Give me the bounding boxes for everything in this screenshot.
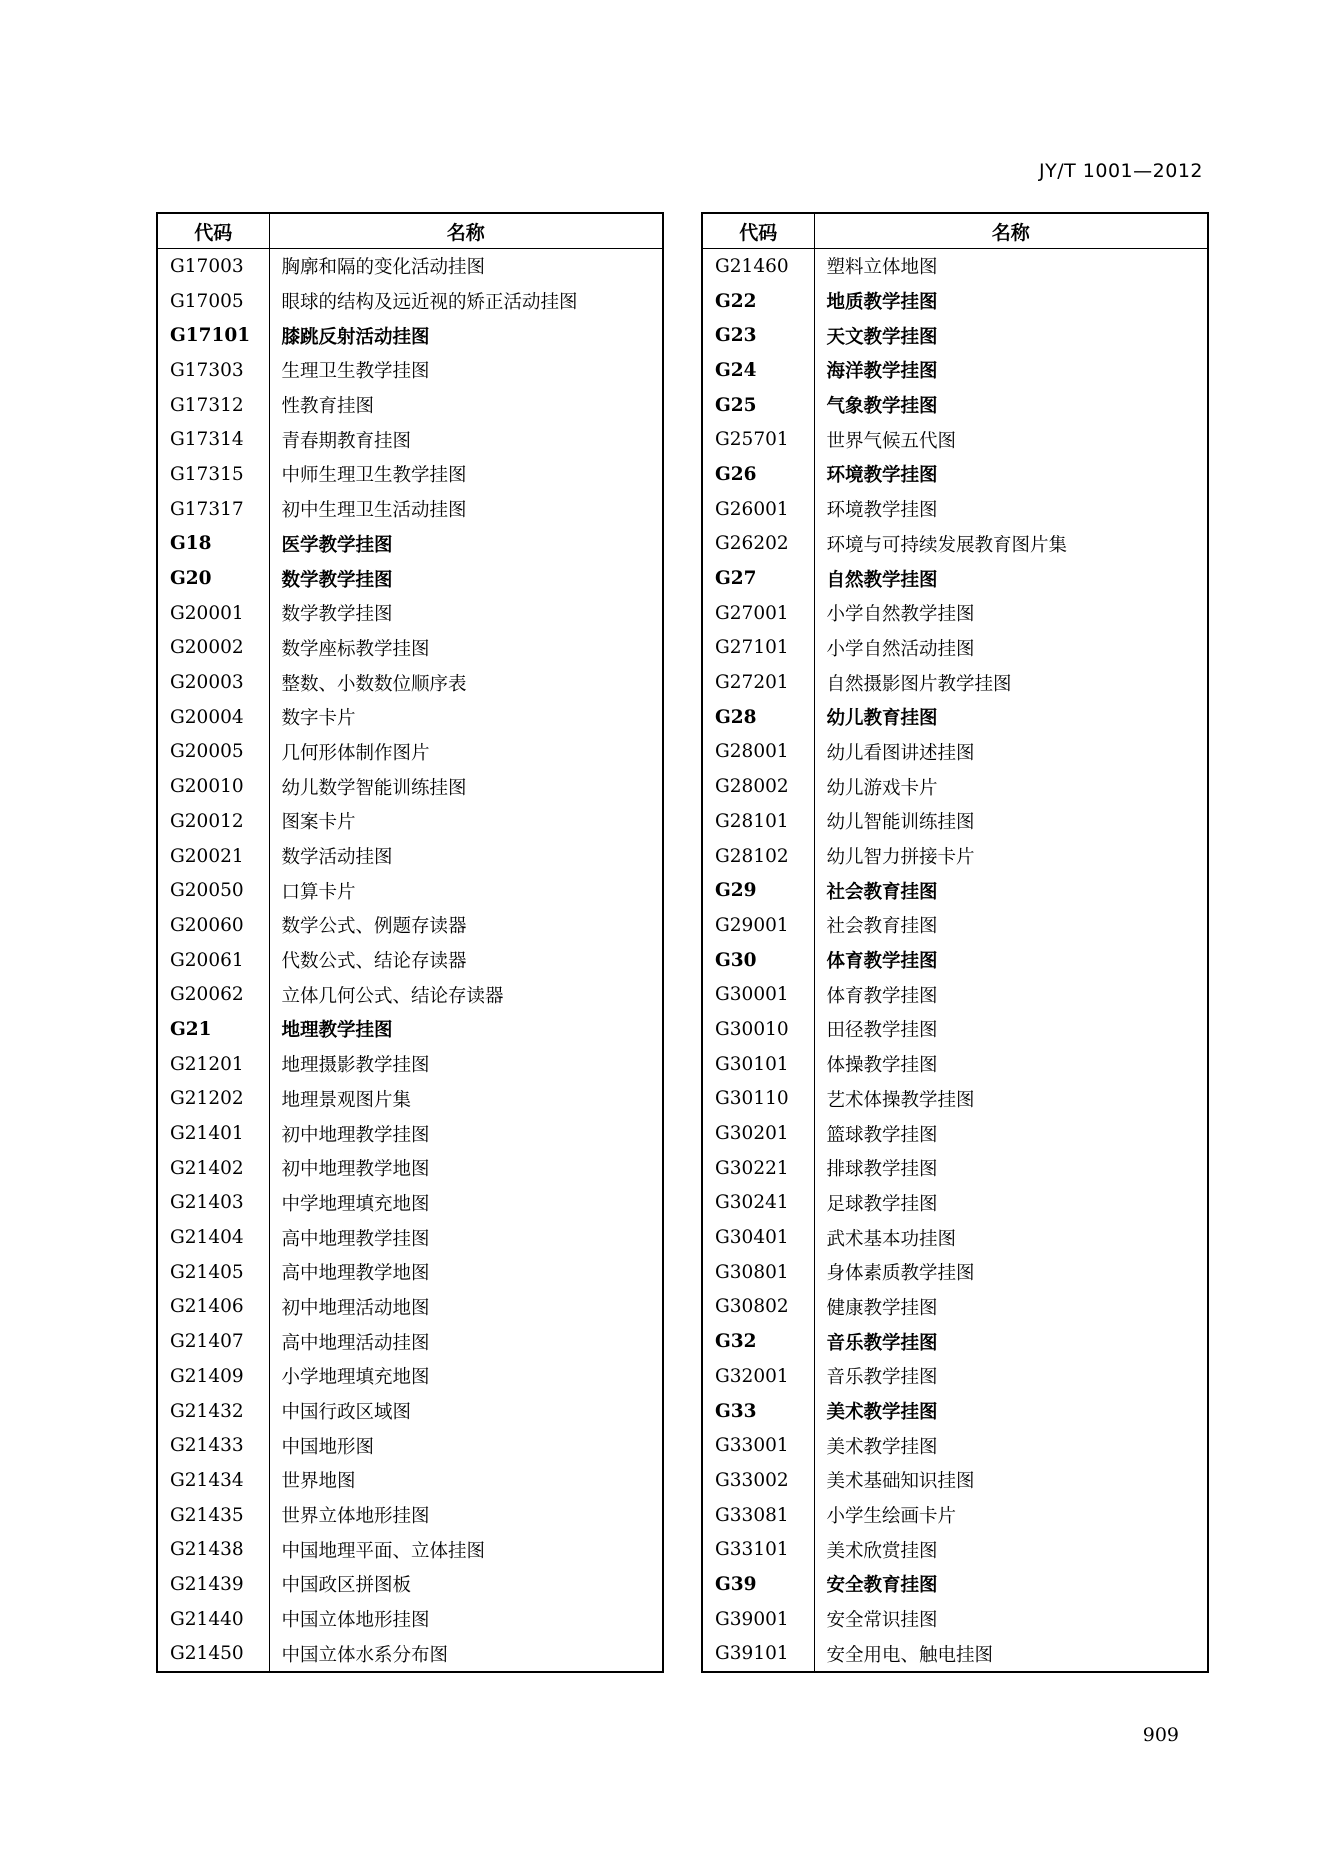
code-cell: G30241 <box>702 1186 814 1221</box>
table-row <box>702 908 1208 943</box>
table-row <box>702 1324 1208 1359</box>
code-cell: G24 <box>702 353 814 388</box>
code-cell: G30801 <box>702 1255 814 1290</box>
table-row <box>702 1151 1208 1186</box>
table-row <box>702 1602 1208 1637</box>
name-cell: 中国地形图 <box>281 1436 375 1458</box>
name-cell: 地理景观图片集 <box>281 1089 412 1111</box>
table-row <box>157 596 663 631</box>
name-cell: 艺术体操教学挂图 <box>826 1089 975 1111</box>
code-cell: G30221 <box>702 1151 814 1186</box>
table-row <box>702 422 1208 457</box>
table-row <box>702 1220 1208 1255</box>
name-cell: 社会教育挂图 <box>826 916 938 938</box>
table-row <box>157 249 663 284</box>
code-cell: G30001 <box>702 977 814 1012</box>
table-row <box>157 631 663 666</box>
code-cell: G26202 <box>702 527 814 562</box>
code-cell: G18 <box>157 527 269 562</box>
code-cell: G29 <box>702 873 814 908</box>
code-cell: G33081 <box>702 1498 814 1533</box>
code-cell: G21407 <box>157 1324 269 1359</box>
code-cell: G30401 <box>702 1220 814 1255</box>
code-cell: G17314 <box>157 422 269 457</box>
code-cell: G21460 <box>702 249 814 284</box>
name-cell: 初中地理教学地图 <box>281 1159 430 1181</box>
name-cell: 幼儿数学智能训练挂图 <box>281 777 467 799</box>
table-row <box>702 1290 1208 1325</box>
code-cell: G17101 <box>157 318 269 353</box>
table-row <box>157 457 663 492</box>
table-row <box>157 1602 663 1637</box>
table-row <box>157 1637 663 1673</box>
table-row <box>702 1532 1208 1567</box>
table-row <box>157 1324 663 1359</box>
code-cell: G30 <box>702 943 814 978</box>
code-cell: G21402 <box>157 1151 269 1186</box>
table-row <box>157 1394 663 1429</box>
code-cell: G33 <box>702 1394 814 1429</box>
table-header-row <box>702 213 1208 249</box>
table-row <box>157 1567 663 1602</box>
code-cell: G29001 <box>702 908 814 943</box>
name-cell: 代数公式、结论存读器 <box>281 951 467 973</box>
name-cell: 口算卡片 <box>281 881 356 903</box>
standard-id: JY/T 1001—2012 <box>1039 160 1203 182</box>
code-cell: G21438 <box>157 1532 269 1567</box>
table-header-row <box>157 213 663 249</box>
code-cell: G27001 <box>702 596 814 631</box>
name-cell: 安全教育挂图 <box>826 1575 938 1597</box>
table-row <box>157 284 663 319</box>
name-cell: 地理摄影教学挂图 <box>281 1055 430 1077</box>
table-row <box>702 1082 1208 1117</box>
code-cell: G33101 <box>702 1532 814 1567</box>
table-row <box>157 769 663 804</box>
name-cell: 初中生理卫生活动挂图 <box>281 500 467 522</box>
table-row <box>157 422 663 457</box>
code-cell: G22 <box>702 284 814 319</box>
name-cell: 气象教学挂图 <box>826 396 938 418</box>
code-cell: G20060 <box>157 908 269 943</box>
name-cell: 足球教学挂图 <box>826 1193 938 1215</box>
code-cell: G26 <box>702 457 814 492</box>
table-row <box>702 769 1208 804</box>
code-cell: G20001 <box>157 596 269 631</box>
name-cell: 高中地理活动挂图 <box>281 1332 430 1354</box>
table-row <box>157 1290 663 1325</box>
code-cell: G20062 <box>157 977 269 1012</box>
table-row <box>157 804 663 839</box>
table-row <box>702 561 1208 596</box>
table-row <box>157 388 663 423</box>
table-row <box>702 1463 1208 1498</box>
code-cell: G21435 <box>157 1498 269 1533</box>
name-cell: 中师生理卫生教学挂图 <box>281 465 467 487</box>
name-cell: 中国行政区域图 <box>281 1402 412 1424</box>
table-row <box>702 318 1208 353</box>
code-cell: G21202 <box>157 1082 269 1117</box>
name-cell: 世界地图 <box>281 1471 356 1493</box>
name-cell: 中学地理填充地图 <box>281 1193 430 1215</box>
code-cell: G17312 <box>157 388 269 423</box>
name-cell: 中国立体水系分布图 <box>281 1644 449 1666</box>
code-cell: G20050 <box>157 873 269 908</box>
table-row <box>157 873 663 908</box>
name-cell: 幼儿看图讲述挂图 <box>826 742 975 764</box>
name-cell: 高中地理教学地图 <box>281 1263 430 1285</box>
table-row <box>157 839 663 874</box>
code-cell: G21432 <box>157 1394 269 1429</box>
code-cell: G21406 <box>157 1290 269 1325</box>
code-cell: G20005 <box>157 735 269 770</box>
code-cell: G21405 <box>157 1255 269 1290</box>
table-row <box>702 457 1208 492</box>
table-row <box>157 700 663 735</box>
name-cell: 中国政区拼图板 <box>281 1575 412 1597</box>
table-row <box>702 873 1208 908</box>
code-table-right-body <box>702 249 1208 1673</box>
code-cell: G30110 <box>702 1082 814 1117</box>
table-row <box>157 561 663 596</box>
name-cell: 数学公式、例题存读器 <box>281 916 467 938</box>
name-cell: 数学教学挂图 <box>281 604 393 626</box>
name-cell: 世界立体地形挂图 <box>281 1506 430 1528</box>
name-cell: 美术教学挂图 <box>826 1436 938 1458</box>
code-cell: G32 <box>702 1324 814 1359</box>
table-row <box>702 977 1208 1012</box>
code-cell: G21404 <box>157 1220 269 1255</box>
name-cell: 初中地理教学挂图 <box>281 1124 430 1146</box>
table-row <box>702 943 1208 978</box>
name-cell: 音乐教学挂图 <box>826 1332 938 1354</box>
name-cell: 美术基础知识挂图 <box>826 1471 975 1493</box>
table-row <box>702 596 1208 631</box>
code-cell: G20004 <box>157 700 269 735</box>
table-row <box>157 1532 663 1567</box>
name-cell: 身体素质教学挂图 <box>826 1263 975 1285</box>
name-cell: 自然摄影图片教学挂图 <box>826 673 1012 695</box>
code-cell: G21409 <box>157 1359 269 1394</box>
name-cell: 安全用电、触电挂图 <box>826 1644 994 1666</box>
name-cell: 幼儿游戏卡片 <box>826 777 938 799</box>
table-row <box>702 1498 1208 1533</box>
code-cell: G20061 <box>157 943 269 978</box>
code-cell: G17003 <box>157 249 269 284</box>
code-cell: G39001 <box>702 1602 814 1637</box>
name-cell: 眼球的结构及远近视的矫正活动挂图 <box>281 292 578 314</box>
table-row <box>157 1255 663 1290</box>
table-row <box>702 1047 1208 1082</box>
name-cell: 塑料立体地图 <box>826 257 938 279</box>
table-row <box>702 1186 1208 1221</box>
code-cell: G25701 <box>702 422 814 457</box>
name-cell: 环境教学挂图 <box>826 500 938 522</box>
name-cell: 海洋教学挂图 <box>826 361 938 383</box>
code-cell: G30101 <box>702 1047 814 1082</box>
code-cell: G20012 <box>157 804 269 839</box>
code-cell: G28102 <box>702 839 814 874</box>
name-cell: 中国立体地形挂图 <box>281 1610 430 1632</box>
name-cell: 环境与可持续发展教育图片集 <box>826 534 1068 556</box>
code-cell: G39101 <box>702 1637 814 1673</box>
table-row <box>157 1359 663 1394</box>
name-cell: 几何形体制作图片 <box>281 742 430 764</box>
name-cell: 美术教学挂图 <box>826 1402 938 1424</box>
name-cell: 体育教学挂图 <box>826 985 938 1007</box>
name-cell: 高中地理教学挂图 <box>281 1228 430 1250</box>
name-cell: 社会教育挂图 <box>826 881 938 903</box>
code-cell: G20010 <box>157 769 269 804</box>
code-table-left-body <box>157 249 663 1673</box>
code-cell: G28101 <box>702 804 814 839</box>
code-cell: G28 <box>702 700 814 735</box>
name-cell: 数学教学挂图 <box>281 569 393 591</box>
name-cell: 安全常识挂图 <box>826 1610 938 1632</box>
code-cell: G39 <box>702 1567 814 1602</box>
table-row <box>157 943 663 978</box>
table-row <box>157 1498 663 1533</box>
code-cell: G28001 <box>702 735 814 770</box>
code-cell: G32001 <box>702 1359 814 1394</box>
name-cell: 胸廓和隔的变化活动挂图 <box>281 257 486 279</box>
table-row <box>157 908 663 943</box>
code-cell: G21401 <box>157 1116 269 1151</box>
name-cell: 自然教学挂图 <box>826 569 938 591</box>
code-cell: G21434 <box>157 1463 269 1498</box>
table-row <box>157 1012 663 1047</box>
table-row <box>702 492 1208 527</box>
table-row <box>702 804 1208 839</box>
code-cell: G30802 <box>702 1290 814 1325</box>
table-row <box>702 353 1208 388</box>
column-header-name: 名称 <box>269 213 663 249</box>
code-cell: G25 <box>702 388 814 423</box>
code-cell: G27 <box>702 561 814 596</box>
name-cell: 医学教学挂图 <box>281 534 393 556</box>
code-cell: G20002 <box>157 631 269 666</box>
column-header-code: 代码 <box>157 213 269 249</box>
code-cell: G17315 <box>157 457 269 492</box>
name-cell: 生理卫生教学挂图 <box>281 361 430 383</box>
table-row <box>702 839 1208 874</box>
name-cell: 小学自然活动挂图 <box>826 638 975 660</box>
table-row <box>702 249 1208 284</box>
name-cell: 幼儿教育挂图 <box>826 708 938 730</box>
table-row <box>702 735 1208 770</box>
name-cell: 幼儿智力拼接卡片 <box>826 847 975 869</box>
name-cell: 数学座标教学挂图 <box>281 638 430 660</box>
name-cell: 立体几何公式、结论存读器 <box>281 985 504 1007</box>
name-cell: 田径教学挂图 <box>826 1020 938 1042</box>
code-cell: G21450 <box>157 1637 269 1673</box>
table-row <box>702 1012 1208 1047</box>
code-cell: G20003 <box>157 665 269 700</box>
table-row <box>702 1394 1208 1429</box>
table-row <box>157 318 663 353</box>
table-row <box>702 527 1208 562</box>
code-cell: G30201 <box>702 1116 814 1151</box>
code-cell: G20 <box>157 561 269 596</box>
code-cell: G17317 <box>157 492 269 527</box>
code-cell: G23 <box>702 318 814 353</box>
name-cell: 整数、小数数位顺序表 <box>281 673 467 695</box>
code-cell: G21433 <box>157 1428 269 1463</box>
name-cell: 美术欣赏挂图 <box>826 1540 938 1562</box>
code-cell: G21440 <box>157 1602 269 1637</box>
table-row <box>157 492 663 527</box>
table-row <box>702 388 1208 423</box>
code-cell: G33002 <box>702 1463 814 1498</box>
name-cell: 数学活动挂图 <box>281 847 393 869</box>
table-row <box>157 1151 663 1186</box>
code-cell: G27101 <box>702 631 814 666</box>
name-cell: 幼儿智能训练挂图 <box>826 812 975 834</box>
table-row <box>702 1637 1208 1673</box>
name-cell: 初中地理活动地图 <box>281 1297 430 1319</box>
column-header-name: 名称 <box>814 213 1208 249</box>
code-cell: G21439 <box>157 1567 269 1602</box>
table-row <box>157 1463 663 1498</box>
name-cell: 世界气候五代图 <box>826 430 957 452</box>
table-row <box>157 1082 663 1117</box>
code-table-left <box>156 212 664 1673</box>
page-number: 909 <box>1142 1724 1179 1746</box>
name-cell: 篮球教学挂图 <box>826 1124 938 1146</box>
table-row <box>157 977 663 1012</box>
name-cell: 体育教学挂图 <box>826 951 938 973</box>
table-row <box>702 1428 1208 1463</box>
code-cell: G21201 <box>157 1047 269 1082</box>
name-cell: 青春期教育挂图 <box>281 430 412 452</box>
name-cell: 小学自然教学挂图 <box>826 604 975 626</box>
code-cell: G26001 <box>702 492 814 527</box>
name-cell: 小学生绘画卡片 <box>826 1506 957 1528</box>
table-row <box>157 1220 663 1255</box>
name-cell: 地质教学挂图 <box>826 292 938 314</box>
code-cell: G27201 <box>702 665 814 700</box>
table-row <box>157 1047 663 1082</box>
name-cell: 膝跳反射活动挂图 <box>281 326 430 348</box>
name-cell: 环境教学挂图 <box>826 465 938 487</box>
name-cell: 排球教学挂图 <box>826 1159 938 1181</box>
code-table-right <box>701 212 1209 1673</box>
name-cell: 地理教学挂图 <box>281 1020 393 1042</box>
code-cell: G33001 <box>702 1428 814 1463</box>
code-cell: G21403 <box>157 1186 269 1221</box>
table-row <box>702 1567 1208 1602</box>
table-row <box>157 735 663 770</box>
name-cell: 性教育挂图 <box>281 396 375 418</box>
name-cell: 健康教学挂图 <box>826 1297 938 1319</box>
table-row <box>702 1116 1208 1151</box>
table-row <box>702 700 1208 735</box>
table-row <box>157 353 663 388</box>
code-cell: G20021 <box>157 839 269 874</box>
table-row <box>702 1255 1208 1290</box>
name-cell: 小学地理填充地图 <box>281 1367 430 1389</box>
code-cell: G17303 <box>157 353 269 388</box>
name-cell: 武术基本功挂图 <box>826 1228 957 1250</box>
table-row <box>157 1116 663 1151</box>
table-row <box>157 665 663 700</box>
table-row <box>702 631 1208 666</box>
table-row <box>702 284 1208 319</box>
name-cell: 数字卡片 <box>281 708 356 730</box>
name-cell: 音乐教学挂图 <box>826 1367 938 1389</box>
table-row <box>702 1359 1208 1394</box>
column-header-code: 代码 <box>702 213 814 249</box>
table-row <box>702 665 1208 700</box>
table-row <box>157 527 663 562</box>
code-cell: G21 <box>157 1012 269 1047</box>
table-row <box>157 1186 663 1221</box>
table-row <box>157 1428 663 1463</box>
code-cell: G17005 <box>157 284 269 319</box>
name-cell: 图案卡片 <box>281 812 356 834</box>
code-cell: G28002 <box>702 769 814 804</box>
code-cell: G30010 <box>702 1012 814 1047</box>
name-cell: 天文教学挂图 <box>826 326 938 348</box>
name-cell: 体操教学挂图 <box>826 1055 938 1077</box>
name-cell: 中国地理平面、立体挂图 <box>281 1540 486 1562</box>
